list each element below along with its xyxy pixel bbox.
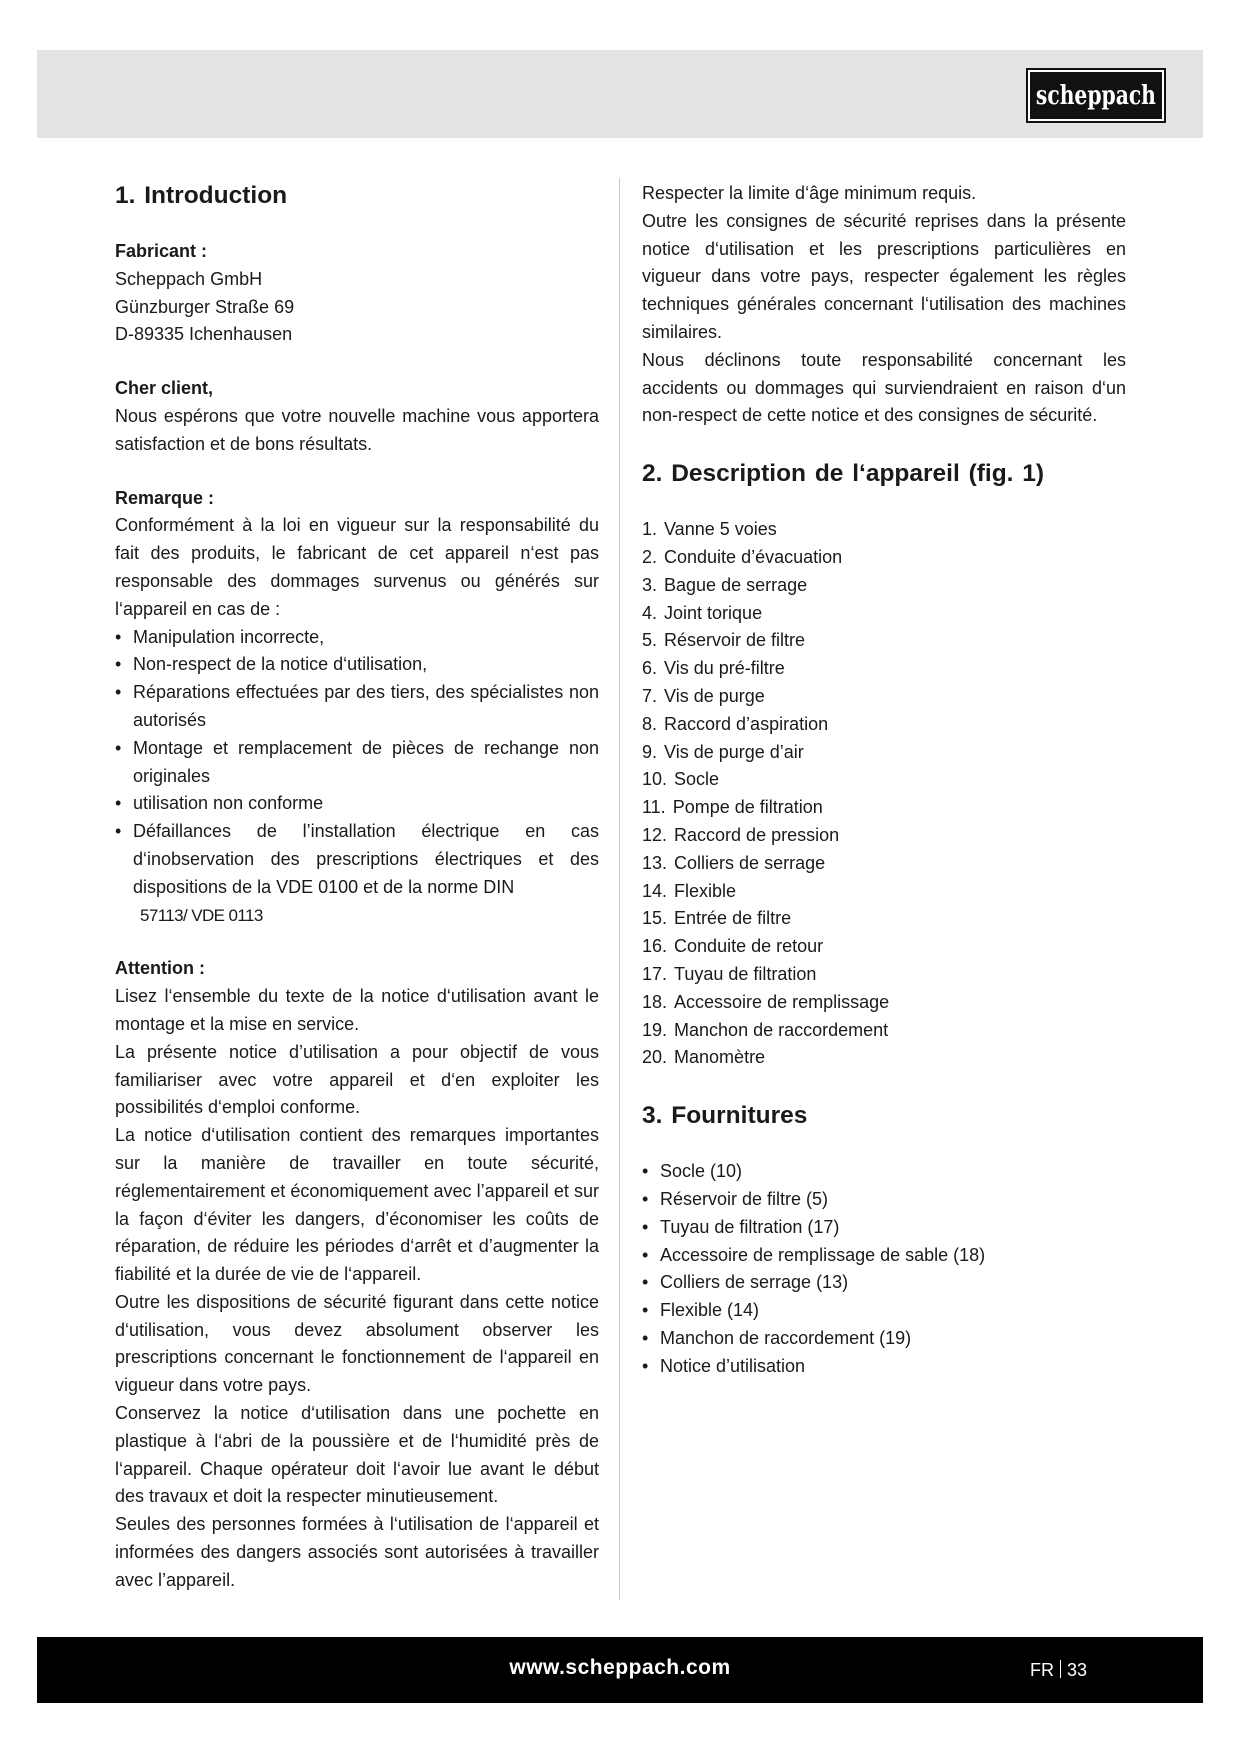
page-number-value: 33 [1067,1660,1088,1680]
list-item: • Défaillances de l’installation électrique en cas d‘inobservation des prescriptions électriques et des dispositions de la VDE 0100 et de la norme DIN 57113/ VDE 0113 [115,818,599,929]
attention-paragraph: La notice d‘utilisation contient des remarques importantes sur la manière de travailler en toute sécurité, réglementairement et économiquement avec l’appareil et sur la façon d‘éviter les dangers, d’économiser les coûts de réparation, de réduire les périodes d‘arrêt et d’augmenter la fiabilité et la durée de vie de l‘appareil. [115,1125,599,1285]
page-separator [1060,1660,1061,1678]
list-item: • Réservoir de filtre (5) [642,1186,1126,1214]
intro-continued-paragraph: Outre les consignes de sécurité reprises dans la présente notice d‘utilisation et les prescriptions particulières en vigueur dans votre pays, respecter également les règles techniques générales concernant l‘utilisation des machines similaires. [642,210,1126,342]
cher-client-text: Nous espérons que votre nouvelle machine vous apportera satisfaction et de bons résultats. [115,405,599,454]
list-item: 13. Colliers de serrage [642,852,826,873]
list-item: • Notice d’utilisation [642,1353,1126,1381]
attention-paragraph: Outre les dispositions de sécurité figurant dans cette notice d‘utilisation, vous devez absolument observer les prescriptions concernant le fonctionnement de l‘appareil en vigueur dans votre pays. [115,1291,599,1396]
cher-client-label: Cher client, [115,378,214,399]
parts-list [642,516,1126,1072]
right-column [642,180,1126,1380]
list-item: 18. Accessoire de remplissage [642,991,890,1012]
list-item: 4. Joint torique [642,602,763,623]
list-item: • Socle (10) [642,1158,1126,1186]
address-line: D-89335 Ichenhausen [115,324,293,345]
remarque-label: Remarque : [115,487,215,508]
list-item: 6. Vis du pré-filtre [642,658,785,679]
list-item: 1. Vanne 5 voies [642,519,777,540]
remarque-text: Conformément à la loi en vigueur sur la responsabilité du fait des produits, le fabricant de cet appareil n‘est pas responsable des dommages survenus ou générés sur l‘appareil en cas de : [115,515,599,619]
list-item: 16. Conduite de retour [642,936,824,957]
list-item: 5. Réservoir de filtre [642,630,806,651]
list-item: • Colliers de serrage (13) [642,1269,1126,1297]
section-title-introduction: 1. Introduction [115,182,288,209]
column-divider [619,178,620,1600]
list-item: • Accessoire de remplissage de sable (18) [642,1242,1126,1270]
page-number [1030,1656,1087,1684]
attention-paragraph: Conservez la notice d‘utilisation dans une pochette en plastique à l‘abri de la poussière et de l‘humidité près de l‘appareil. Chaque opérateur doit l‘avoir lue avant le début des travaux et doit la respecter minutieusement. [115,1403,599,1507]
section-title-description: 2. Description de l‘appareil (fig. 1) [642,460,1045,488]
list-item: • Montage et remplacement de pièces de rechange non originales [115,735,599,791]
list-item: 10. Socle [642,769,720,790]
attention-label: Attention : [115,958,205,979]
list-item: 12. Raccord de pression [642,824,840,845]
language-code: FR [1030,1660,1054,1680]
footer-website-link[interactable]: www.scheppach.com [509,1656,731,1679]
list-item: 7. Vis de purge [642,685,765,706]
list-item: 19. Manchon de raccordement [642,1019,889,1040]
list-item: • Flexible (14) [642,1297,1126,1325]
fabricant-label: Fabricant : [115,241,208,261]
fournitures-list [642,1158,1126,1380]
list-item: • Non-respect de la notice d‘utilisation, [115,651,599,679]
logo-text: scheppach [1036,80,1157,111]
list-item: 14. Flexible [642,880,737,901]
liability-list [115,624,599,930]
left-column [115,180,599,1595]
address-line: Günzburger Straße 69 [115,296,295,317]
list-item: • utilisation non conforme [115,790,599,818]
scheppach-logo [1028,70,1164,121]
list-item: 9. Vis de purge d’air [642,741,804,762]
list-item: 17. Tuyau de filtration [642,963,817,984]
list-item: • Manipulation incorrecte, [115,624,599,652]
list-item-continuation: 57113/ VDE 0113 [140,905,263,925]
list-item: 11. Pompe de filtration [642,797,823,818]
section-title-fournitures: 3. Fournitures [642,1102,808,1130]
attention-paragraph: La présente notice d’utilisation a pour objectif de vous familiariser avec votre appareil et d‘en exploiter les possibilités d‘emploi conforme. [115,1041,599,1118]
list-item: • Réparations effectuées par des tiers, des spécialistes non autorisés [115,679,599,735]
intro-continued-paragraph: Respecter la limite d‘âge minimum requis. [642,183,977,203]
attention-paragraph: Seules des personnes formées à l‘utilisation de l‘appareil et informées des dangers associés sont autorisées à travailler avec l’appareil. [115,1514,599,1590]
list-item: 3. Bague de serrage [642,574,808,595]
intro-continued-paragraph: Nous déclinons toute responsabilité concernant les accidents ou dommages qui surviendraient en raison d‘un non-respect de cette notice et des consignes de sécurité. [642,349,1126,426]
address-line: Scheppach GmbH [115,268,263,289]
list-item: • Tuyau de filtration (17) [642,1214,1126,1242]
attention-paragraph: Lisez l‘ensemble du texte de la notice d‘utilisation avant le montage et la mise en service. [115,986,599,1034]
list-item: 2. Conduite d’évacuation [642,546,843,567]
list-item: 8. Raccord d’aspiration [642,713,829,734]
list-item: 20. Manomètre [642,1047,766,1068]
list-item: • Manchon de raccordement (19) [642,1325,1126,1353]
list-item: 15. Entrée de filtre [642,908,792,929]
